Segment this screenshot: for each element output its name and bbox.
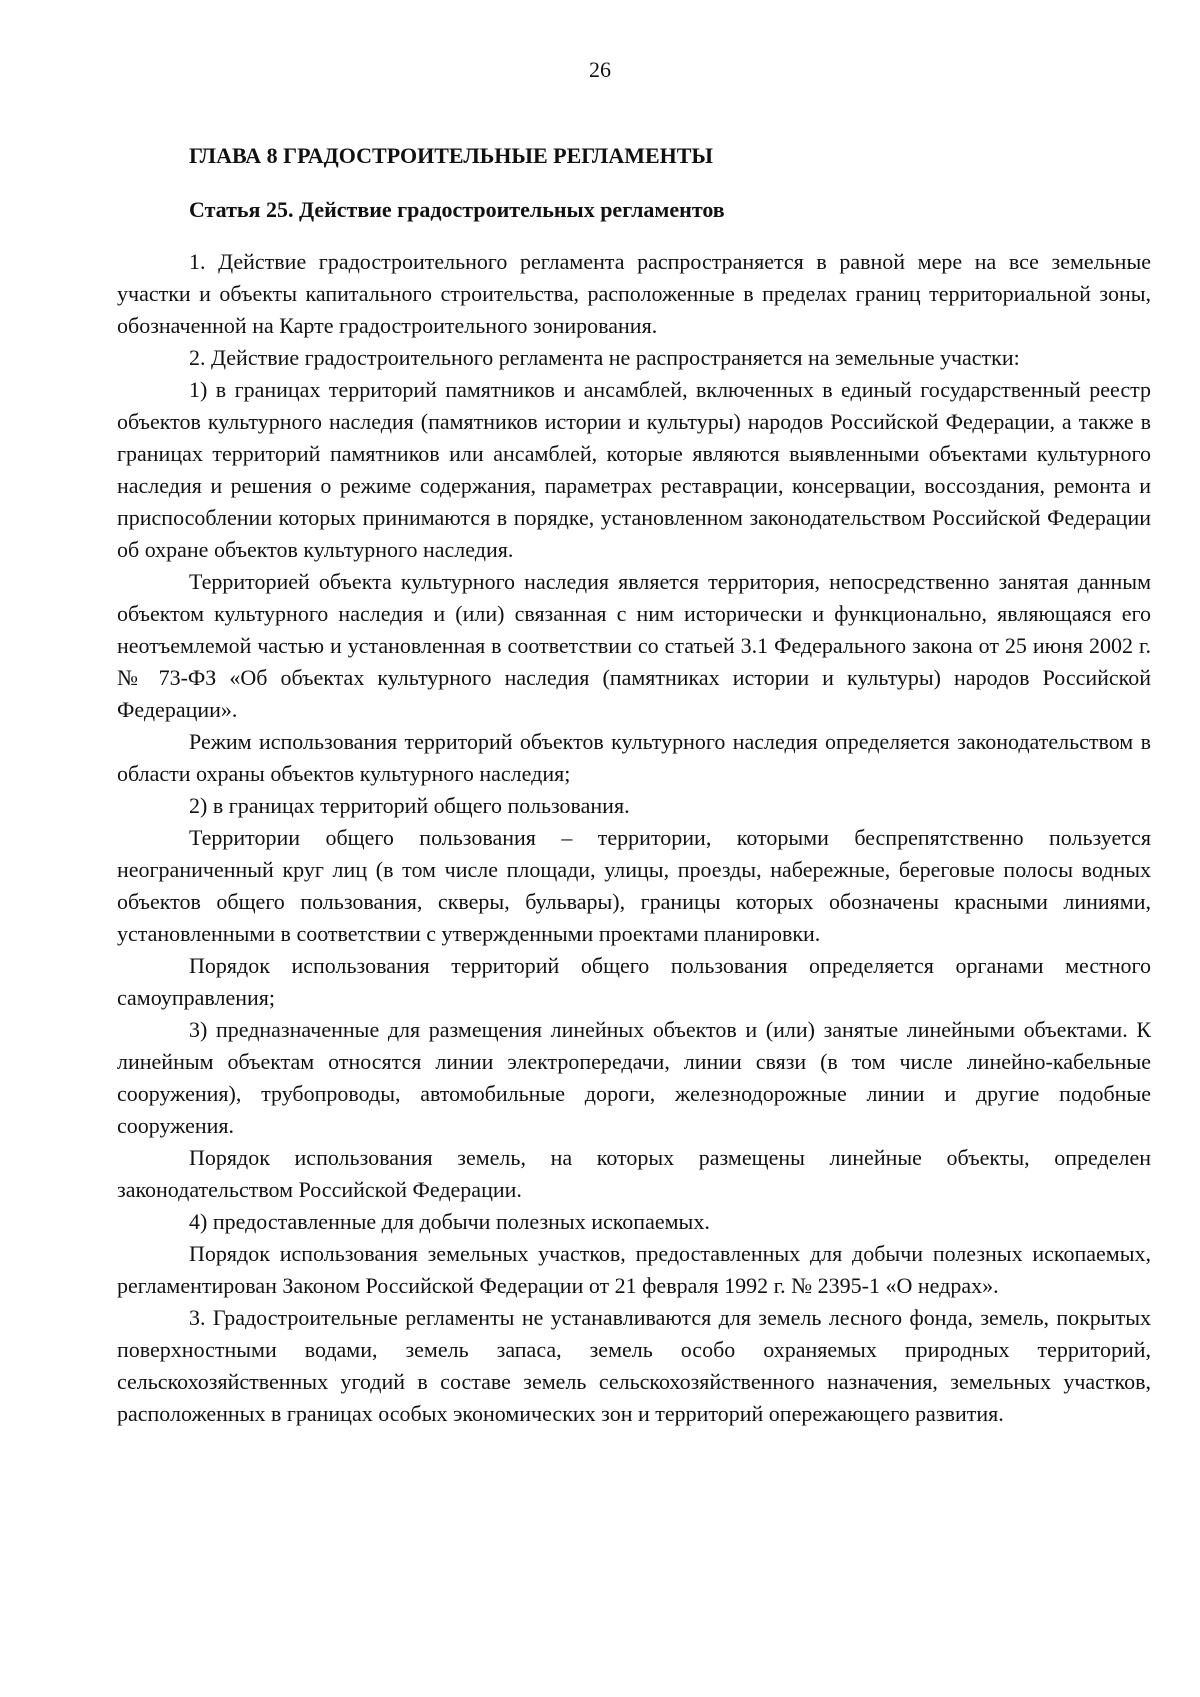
paragraph-7: Территории общего пользования – территории, которыми беспрепятственно пользуется неограниченный круг лиц (в том числе площади, улицы, проезды, набережные, береговые полосы водных объектов общего пользования, скверы, бульвары), границы которых обозначены красными линиями, установленными в соответствии с утвержденными проектами планировки. [117,825,1151,946]
paragraph-8: Порядок использования территорий общего пользования определяется органами местного самоуправления; [117,953,1151,1010]
paragraph-2: 2. Действие градостроительного регламента не распространяется на земельные участки: [189,345,1020,370]
paragraph-3: 1) в границах территорий памятников и ансамблей, включенных в единый государственный реестр объектов культурного наследия (памятников истории и культуры) народов Российской Федерации, а также в границах территорий памятников или ансамблей, которые являются выявленными объектами культурного наследия и решения о режиме содержания, параметрах реставрации, консервации, воссоздания, ремонта и приспособлении которых принимаются в порядке, установленном законодательством Российской Федерации об охране объектов культурного наследия. [117,377,1151,562]
article-title: Статья 25. Действие градостроительных регламентов [189,197,725,222]
article-text [117,246,1151,1430]
paragraph-13: 3. Градостроительные регламенты не устанавливаются для земель лесного фонда, земель, покрытых поверхностными водами, земель запаса, земель особо охраняемых природных территорий, сельскохозяйственных угодий в составе земель сельскохозяйственного назначения, земельных участков, расположенных в границах особых экономических зон и территорий опережающего развития. [117,1305,1151,1426]
document-body [117,140,1151,1430]
paragraph-12: Порядок использования земельных участков, предоставленных для добычи полезных ископаемых, регламентирован Законом Российской Федерации от 21 февраля 1992 г. № 2395-1 «О недрах». [117,1241,1151,1298]
page-number: 26 [589,57,611,82]
paragraph-1: 1. Действие градостроительного регламента распространяется в равной мере на все земельные участки и объекты капитального строительства, расположенные в пределах границ территориальной зоны, обозначенной на Карте градостроительного зонирования. [117,249,1151,338]
paragraph-5: Режим использования территорий объектов культурного наследия определяется законодательством в области охраны объектов культурного наследия; [117,729,1151,786]
paragraph-11: 4) предоставленные для добычи полезных ископаемых. [189,1209,710,1234]
paragraph-10: Порядок использования земель, на которых размещены линейные объекты, определен законодательством Российской Федерации. [117,1145,1151,1202]
chapter-title: ГЛАВА 8 ГРАДОСТРОИТЕЛЬНЫЕ РЕГЛАМЕНТЫ [189,143,714,168]
paragraph-9: 3) предназначенные для размещения линейных объектов и (или) занятые линейными объектами. К линейным объектам относятся линии электропередачи, линии связи (в том числе линейно-кабельные сооружения), трубопроводы, автомобильные дороги, железнодорожные линии и другие подобные сооружения. [117,1017,1151,1138]
paragraph-6: 2) в границах территорий общего пользования. [189,793,630,818]
paragraph-4: Территорией объекта культурного наследия является территория, непосредственно занятая данным объектом культурного наследия и (или) связанная с ним исторически и функционально, являющаяся его неотъемлемой частью и установленная в соответствии со статьей 3.1 Федерального закона от 25 июня 2002 г. № 73-ФЗ «Об объектах культурного наследия (памятниках истории и культуры) народов Российской Федерации». [117,569,1151,722]
